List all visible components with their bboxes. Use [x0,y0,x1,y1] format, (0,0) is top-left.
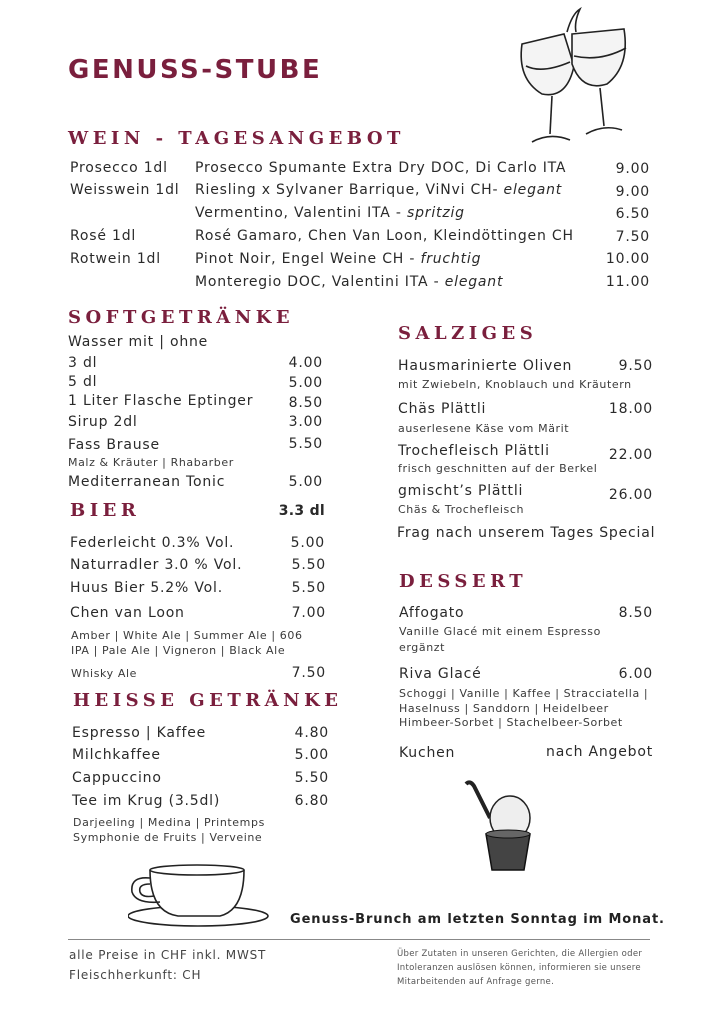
soft-item-price: 5.00 [288,474,323,490]
heiss-item-sub: Symphonie de Fruits | Verveine [73,831,263,844]
salziges-item-price: 18.00 [608,401,653,417]
wine-label: Prosecco 1dl [70,160,168,176]
brunch-note: Genuss-Brunch am letzten Sonntag im Monat. [290,912,665,927]
soft-item-price: 5.00 [288,375,323,391]
bier-item-price: 5.50 [291,580,326,596]
salziges-item-sub: frisch geschnitten auf der Berkel [398,462,598,475]
soft-item-price: 5.50 [288,436,323,452]
heiss-item-name: Espresso | Kaffee [72,725,207,741]
soft-item-sub: Malz & Kräuter | Rhabarber [68,456,234,469]
footer-allergy-note: Mitarbeitenden auf Anfrage gerne. [397,977,555,987]
bier-item-name: Chen van Loon [70,605,185,621]
wine-desc: Riesling x Sylvaner Barrique, ViNvi CH- elegant [195,182,563,198]
salziges-item-name: Trochefleisch Plättli [398,443,550,459]
wine-price: 11.00 [605,274,650,290]
bier-item-price: 5.00 [290,535,325,551]
bier-item-name: Naturradler 3.0 % Vol. [70,557,243,573]
wine-glasses-icon [512,4,632,150]
dessert-item-price: 6.00 [618,666,653,682]
salziges-item-price: 22.00 [608,447,653,463]
dessert-item-price: nach Angebot [546,744,653,760]
bier-item-sub: IPA | Pale Ale | Vigneron | Black Ale [71,644,286,657]
dessert-item-name: Affogato [399,605,465,621]
ice-cream-icon [462,778,534,872]
heiss-item-name: Milchkaffee [72,747,161,763]
bier-item-sub: Amber | White Ale | Summer Ale | 606 [71,629,303,642]
footer-divider [68,939,650,940]
salziges-item-name: gmischt’s Plättli [398,483,524,499]
section-heading-dessert: DESSERT [399,571,528,592]
wine-desc: Rosé Gamaro, Chen Van Loon, Kleindöttingen CH [195,228,574,244]
heiss-item-price: 5.00 [294,747,329,763]
wine-price: 9.00 [615,161,650,177]
section-heading-salziges: SALZIGES [398,323,538,344]
bier-item-price: 7.00 [291,605,326,621]
heiss-item-price: 5.50 [294,770,329,786]
footer-allergy-note: Über Zutaten in unseren Gerichten, die Allergien oder [397,949,643,959]
dessert-item-price: 8.50 [618,605,653,621]
dessert-item-sub: Haselnuss | Sanddorn | Heidelbeer [399,702,609,715]
footer-allergy-note: Intoleranzen auslösen können, informieren sie unsere [397,963,641,973]
soft-item-name: Fass Brause [68,437,160,453]
tages-special: Frag nach unserem Tages Special [397,525,656,541]
wine-price: 9.00 [615,184,650,200]
dessert-item-name: Kuchen [399,745,456,761]
soft-item-name: 1 Liter Flasche Eptinger [68,393,254,409]
soft-item-name: 5 dl [68,374,98,390]
soft-item-name: Sirup 2dl [68,414,138,430]
section-heading-soft: SOFTGETRÄNKE [68,307,295,328]
dessert-item-sub: Schoggi | Vanille | Kaffee | Stracciatella | [399,687,649,700]
bier-item-price: 5.50 [291,557,326,573]
salziges-item-sub: mit Zwiebeln, Knoblauch und Kräutern [398,378,632,391]
wine-price: 6.50 [615,206,650,222]
wine-desc: Monteregio DOC, Valentini ITA - elegant [195,274,504,290]
page-title: GENUSS-STUBE [68,55,323,85]
bier-size: 3.3 dl [278,503,325,519]
footer-prices-note: alle Preise in CHF inkl. MWST [69,948,267,962]
wine-label: Rosé 1dl [70,228,137,244]
soft-item-price: 3.00 [288,414,323,430]
heiss-item-name: Cappuccino [72,770,162,786]
soft-item-price: 4.00 [288,355,323,371]
dessert-item-sub: ergänzt [399,641,446,654]
heiss-item-name: Tee im Krug (3.5dl) [72,793,221,809]
bier-item-name: Federleicht 0.3% Vol. [70,535,235,551]
salziges-item-name: Chäs Plättli [398,401,487,417]
wine-desc: Vermentino, Valentini ITA - spritzig [195,205,465,221]
wasser-label: Wasser mit | ohne [68,334,209,350]
section-heading-bier: BIER [70,500,141,521]
dessert-item-name: Riva Glacé [399,666,482,682]
bier-item-name: Huus Bier 5.2% Vol. [70,580,223,596]
salziges-item-price: 9.50 [618,358,653,374]
soft-item-name: 3 dl [68,355,98,371]
dessert-item-sub: Himbeer-Sorbet | Stachelbeer-Sorbet [399,716,623,729]
coffee-cup-icon [128,862,274,928]
wine-label: Rotwein 1dl [70,251,161,267]
wine-desc: Prosecco Spumante Extra Dry DOC, Di Carlo ITA [195,160,567,176]
wine-label: Weisswein 1dl [70,182,180,198]
salziges-item-price: 26.00 [608,487,653,503]
section-heading-wein: WEIN - TAGESANGEBOT [68,128,405,149]
dessert-item-sub: Vanille Glacé mit einem Espresso [399,625,601,638]
heiss-item-sub: Darjeeling | Medina | Printemps [73,816,265,829]
salziges-item-sub: auserlesene Käse vom Märit [398,422,570,435]
salziges-item-sub: Chäs & Trochefleisch [398,503,525,516]
salziges-item-name: Hausmarinierte Oliven [398,358,573,374]
wine-desc: Pinot Noir, Engel Weine CH - fruchtig [195,251,482,267]
section-heading-heiss: HEISSE GETRÄNKE [73,690,343,711]
heiss-item-price: 4.80 [294,725,329,741]
footer-meat-origin: Fleischherkunft: CH [69,968,202,982]
bier-item-price: 7.50 [291,665,326,681]
soft-item-price: 8.50 [288,395,323,411]
soft-item-name: Mediterranean Tonic [68,474,226,490]
wine-price: 10.00 [605,251,650,267]
wine-price: 7.50 [615,229,650,245]
bier-item-name: Whisky Ale [71,667,137,680]
heiss-item-price: 6.80 [294,793,329,809]
